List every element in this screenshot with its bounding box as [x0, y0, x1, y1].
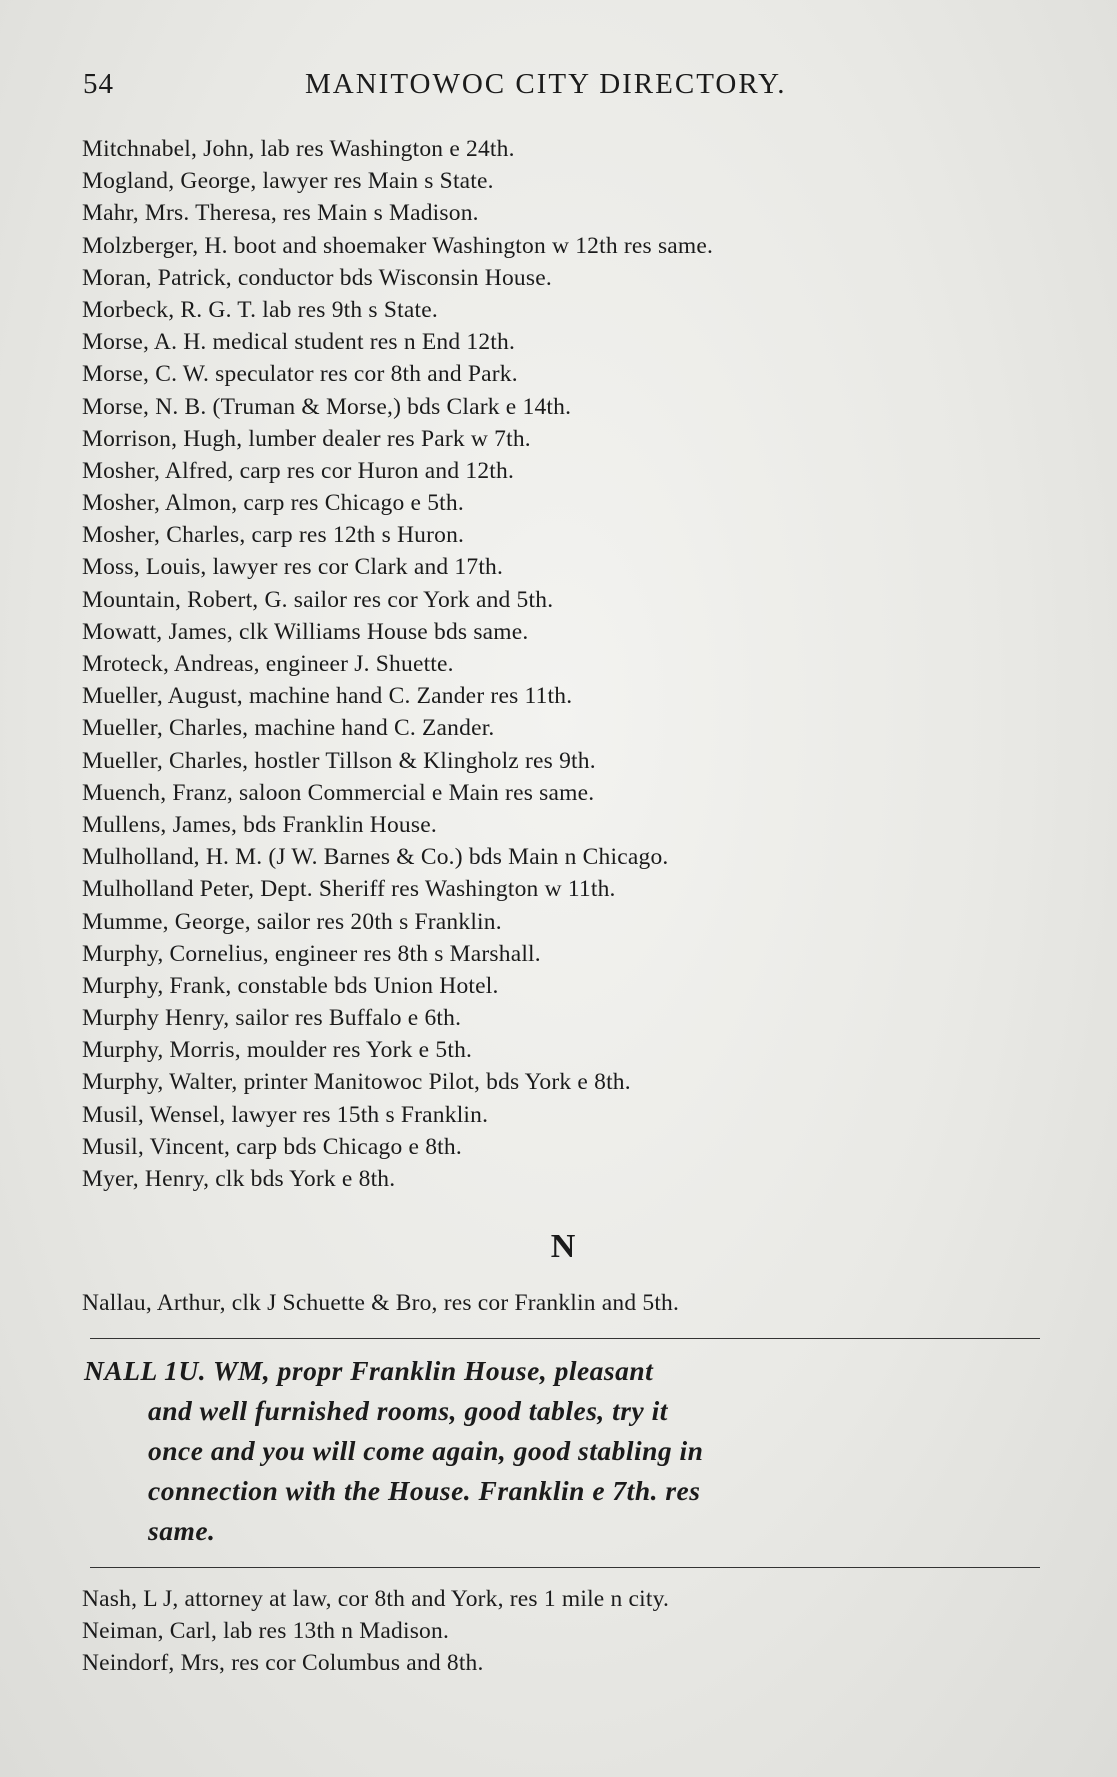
directory-entry: Musil, Wensel, lawyer res 15th s Franklin.: [82, 1101, 489, 1128]
directory-entry: Musil, Vincent, carp bds Chicago e 8th.: [82, 1133, 462, 1160]
divider-bottom: [90, 1567, 1040, 1568]
directory-entries-m: [82, 133, 1042, 1195]
directory-entry: Morse, C. W. speculator res cor 8th and Park.: [82, 361, 518, 388]
advertisement-line: NALL 1U. WM, propr Franklin House, pleasant: [84, 1355, 654, 1386]
directory-entry: Morbeck, R. G. T. lab res 9th s State.: [82, 296, 438, 323]
directory-entry: Murphy, Walter, printer Manitowoc Pilot, bds York e 8th.: [82, 1069, 631, 1096]
directory-entry: Mitchnabel, John, lab res Washington e 24th.: [82, 136, 515, 162]
directory-entry: Morse, A. H. medical student res n End 12th.: [82, 329, 516, 356]
directory-entry: Neindorf, Mrs, res cor Columbus and 8th.: [82, 1650, 484, 1677]
directory-entry: Mulholland, H. M. (J W. Barnes & Co.) bds Main n Chicago.: [82, 844, 669, 871]
directory-entry: Mueller, Charles, hostler Tillson & Klingholz res 9th.: [82, 747, 596, 774]
directory-entry: Mosher, Charles, carp res 12th s Huron.: [82, 522, 465, 549]
directory-entry: Myer, Henry, clk bds York e 8th.: [82, 1166, 396, 1192]
directory-entries-n: [82, 1583, 1042, 1680]
directory-entry: Mosher, Almon, carp res Chicago e 5th.: [82, 490, 464, 517]
directory-entry: Moss, Louis, lawyer res cor Clark and 17th.: [82, 554, 504, 581]
directory-entry: Neiman, Carl, lab res 13th n Madison.: [82, 1618, 450, 1645]
advertisement-line: connection with the House. Franklin e 7th. res: [148, 1475, 701, 1506]
directory-entry: Mueller, August, machine hand C. Zander res 11th.: [82, 683, 573, 710]
directory-entry: Nash, L J, attorney at law, cor 8th and York, res 1 mile n city.: [82, 1586, 670, 1612]
section-heading: [0, 1228, 1117, 1266]
directory-entry: Mumme, George, sailor res 20th s Franklin.: [82, 908, 502, 935]
directory-entry: Moran, Patrick, conductor bds Wisconsin House.: [82, 264, 552, 291]
directory-entry: Murphy, Frank, constable bds Union Hotel.: [82, 972, 499, 999]
directory-entry: Mowatt, James, clk Williams House bds same.: [82, 618, 529, 645]
directory-entry: Mroteck, Andreas, engineer J. Shuette.: [82, 651, 454, 677]
page-header: [83, 68, 883, 108]
divider-top: [90, 1338, 1040, 1339]
directory-entry: Murphy, Cornelius, engineer res 8th s Marshall.: [82, 940, 541, 967]
advertisement-line: same.: [148, 1515, 216, 1546]
section-letter: N: [550, 1228, 577, 1265]
directory-entry: Murphy Henry, sailor res Buffalo e 6th.: [82, 1005, 462, 1032]
directory-entry: Murphy, Morris, moulder res York e 5th.: [82, 1037, 473, 1064]
directory-entry: Nallau, Arthur, clk J Schuette & Bro, res cor Franklin and 5th.: [82, 1290, 680, 1316]
running-title: MANITOWOC CITY DIRECTORY.: [305, 68, 787, 100]
directory-entry: Mountain, Robert, G. sailor res cor York and 5th.: [82, 586, 554, 613]
directory-entry: Mueller, Charles, machine hand C. Zander.: [82, 715, 495, 742]
directory-entry: Mogland, George, lawyer res Main s State.: [82, 168, 494, 195]
directory-entry: Muench, Franz, saloon Commercial e Main res same.: [82, 779, 595, 806]
advertisement-line: once and you will come again, good stabling in: [148, 1435, 704, 1466]
page-number: 54: [83, 68, 114, 100]
directory-entry: Molzberger, H. boot and shoemaker Washington w 12th res same.: [82, 232, 714, 259]
directory-entry: Mosher, Alfred, carp res cor Huron and 12th.: [82, 457, 515, 484]
directory-entry: Mullens, James, bds Franklin House.: [82, 811, 437, 838]
advertisement-block: [84, 1351, 1044, 1551]
directory-entry: Morse, N. B. (Truman & Morse,) bds Clark e 14th.: [82, 393, 572, 420]
directory-entry: Morrison, Hugh, lumber dealer res Park w 7th.: [82, 425, 531, 452]
directory-entry: Mulholland Peter, Dept. Sheriff res Washington w 11th.: [82, 876, 616, 903]
directory-entry: Mahr, Mrs. Theresa, res Main s Madison.: [82, 200, 479, 227]
advertisement-line: and well furnished rooms, good tables, try it: [148, 1395, 668, 1426]
